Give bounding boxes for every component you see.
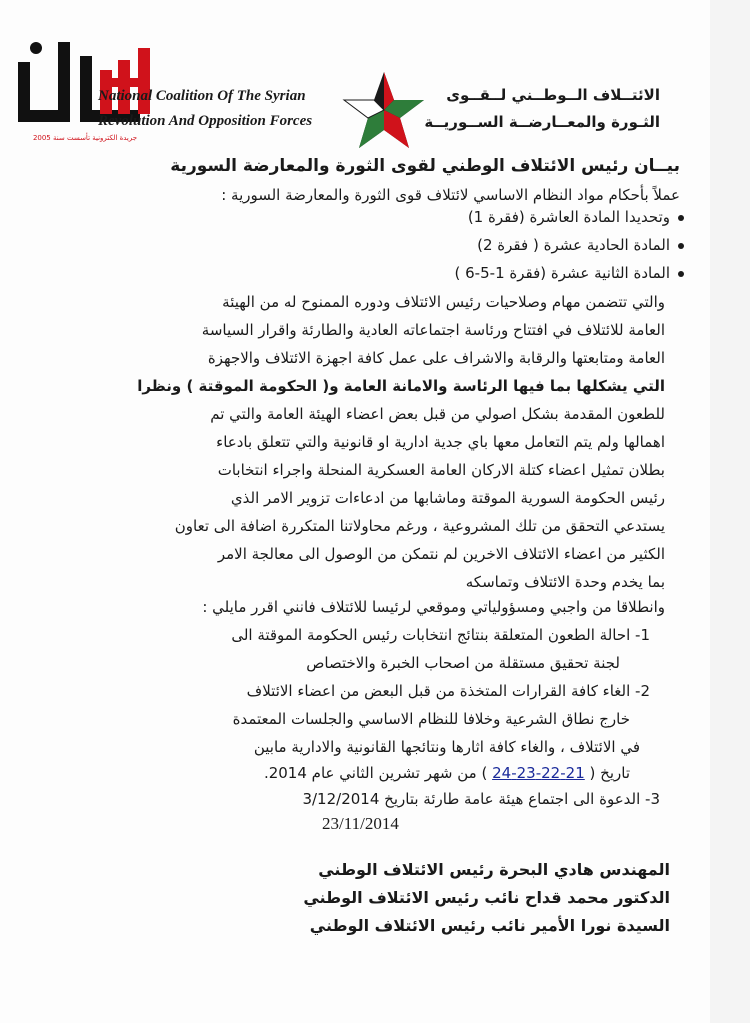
paragraph-line: التي يشكلها بما فيها الرئاسة والامانة العامة و( الحكومة الموقتة ) ونظرا (137, 377, 665, 395)
paragraph-line: اهمالها ولم يتم التعامل معها باي جدية ادارية او قانونية والتي تتعلق بادعاء (216, 433, 665, 451)
english-org-line-2: Revolution And Opposition Forces (98, 113, 313, 129)
paragraph-line: رئيس الحكومة السورية الموقتة وماشابها من ادعاءات تزوير الامر الذي (230, 489, 665, 507)
paragraph-line: للطعون المقدمة بشكل اصولي من قبل بعض اعضاء الهيئة العامة والتي تم (210, 405, 665, 423)
bullet-dot-icon (678, 215, 684, 221)
bullet-dot-icon (678, 271, 684, 277)
decision-line: في الائتلاف ، والغاء كافة اثارها ونتائجها القانونية والادارية مابين (253, 738, 640, 756)
decision-intro: وانطلاقا من واجبي ومسؤولياتي وموقعي لرئيسا للائتلاف فانني اقرر مايلي : (202, 598, 665, 616)
paragraph-line: بما يخدم وحدة الائتلاف وتماسكه (465, 573, 665, 591)
paragraph-line: الكثير من اعضاء الائتلاف الاخرين لم نتمكن من الوصول الى معالجة الامر (217, 545, 665, 563)
bullet-dot-icon (678, 243, 684, 249)
english-org-name (98, 84, 343, 134)
bullet-item: المادة الثانية عشرة (فقرة 1-5-6 ) (300, 264, 684, 282)
paragraph-line: والتي تتضمن مهام وصلاحيات رئيس الائتلاف ودوره الممنوح له من الهيئة (222, 293, 665, 311)
arabic-org-line-2: الثـورة والمعــارضــة الســوريــة (424, 113, 660, 131)
paragraph-line: العامة ومتابعتها والرقابة والاشراف على عمل كافة اجهزة الائتلاف والاجهزة (207, 349, 665, 367)
paragraph-line: بطلان تمثيل اعضاء كتلة الاركان العامة العسكرية المنحلة واجراء انتخابات (217, 461, 665, 479)
decision-line: خارج نطاق الشرعية وخلافا للنظام الاساسي والجلسات المعتمدة (232, 710, 630, 728)
signatory-line: السيدة نورا الأمير نائب رئيس الائتلاف الوطني (309, 916, 670, 935)
arabic-org-name (424, 82, 660, 136)
paragraph-line: العامة للائتلاف في افتتاح ورئاسة اجتماعاته العادية والطارئة واقرار السياسة (201, 321, 665, 339)
signatory-line: الدكتور محمد قداح نائب رئيس الائتلاف الوطني (303, 888, 670, 907)
paragraph-line: يستدعي التحقق من تلك المشروعية ، ورغم محاولاتنا المتكررة اضافة الى تعاون (174, 517, 665, 535)
logo-tagline: جريدة الكترونية تأسست سنة 2005 (32, 134, 138, 142)
arabic-org-line-1: الائتــلاف الــوطــني لــقــوى (446, 86, 660, 104)
coalition-star-emblem (342, 70, 426, 150)
dates-link[interactable]: 21-22-23-24 (492, 764, 585, 782)
decision-line: 1- احالة الطعون المتعلقة بنتائج انتخابات رئيس الحكومة الموقتة الى (231, 626, 650, 644)
english-org-line-1: National Coalition Of The Syrian (98, 88, 306, 104)
page-margin (710, 0, 750, 1023)
bullet-item: المادة الحادية عشرة ( فقرة 2) (300, 236, 684, 254)
statement-intro: عملاً بأحكام مواد النظام الاساسي لائتلاف قوى الثورة والمعارضة السورية : (221, 186, 680, 204)
decision-line: تاريخ ( 21-22-23-24 ) من شهر تشرين الثاني عام 2014. (263, 764, 630, 782)
statement-title: بيــان رئيس الائتلاف الوطني لقوى الثورة والمعارضة السورية (170, 156, 680, 176)
decision-line: لجنة تحقيق مستقلة من اصحاب الخبرة والاختصاص (306, 654, 620, 672)
decision-line: 3- الدعوة الى اجتماع هيئة عامة طارئة بتاريخ 3/12/2014 (302, 790, 660, 808)
bullet-item: وتحديدا المادة العاشرة (فقرة 1) (300, 208, 684, 226)
signatory-line: المهندس هادي البحرة رئيس الائتلاف الوطني (318, 860, 670, 879)
statement-date: 23/11/2014 (322, 814, 399, 833)
decision-line: 2- الغاء كافة القرارات المتخذة من قبل البعض من اعضاء الائتلاف (246, 682, 650, 700)
